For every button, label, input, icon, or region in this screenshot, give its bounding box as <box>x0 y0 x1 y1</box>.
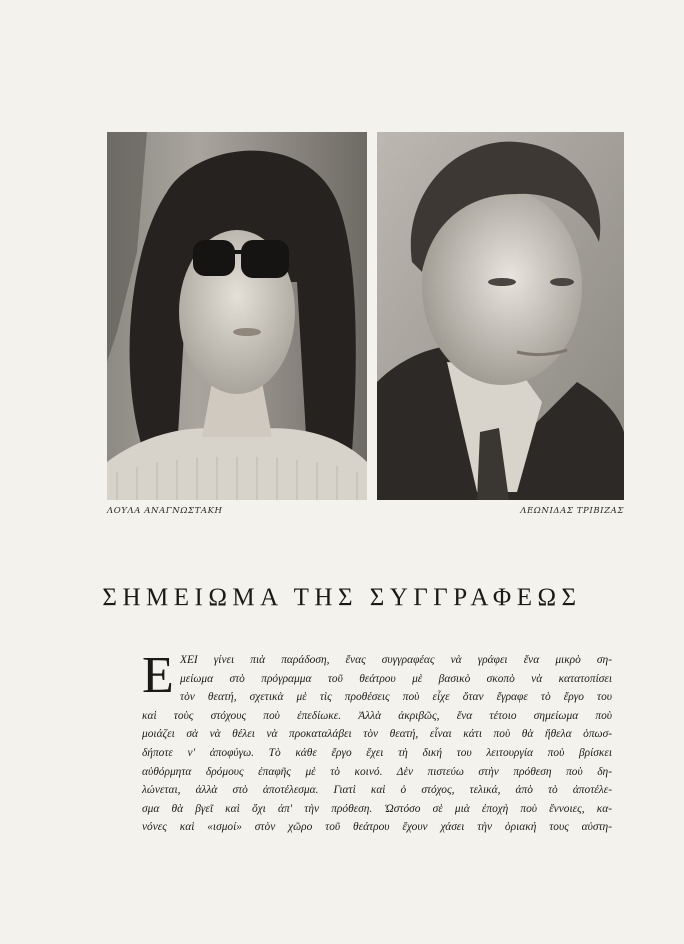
portrait-photo-right <box>377 132 624 500</box>
text-line: σμα θὰ βγεῖ καὶ ὄχι ἀπ' τὴν πρόθεση. Ὡστόσο σὲ μιὰ ἐποχὴ ποὺ ἔννοιες, κα- <box>142 802 612 815</box>
text-line: αὐθόρμητα δρόμους ἐπαφῆς μὲ τὸ κοινό. Δὲν πιστεύω στὴν πρόθεση ποὺ δη- <box>142 765 612 778</box>
text-line: καὶ τοὺς στόχους ποὺ ἐπεδίωκε. Ἀλλὰ ἀκριβῶς, ἕνα τέτοιο σημείωμα ποὺ <box>142 709 612 722</box>
text-line: τὸν θεατή, σχετικὰ μὲ τὶς προθέσεις ποὺ εἶχε ὅταν ἔγραφε τὸ ἔργο του <box>180 691 612 704</box>
portrait-photo-left <box>107 132 367 500</box>
page-title: ΣΗΜΕΙΩΜΑ ΤΗΣ ΣΥΓΓΡΑΦΕΩΣ <box>102 584 582 611</box>
text-line: δήποτε ν' ἀποφύγω. Τὸ κάθε ἔργο ἔχει τὴ δική του λειτουργία ποὺ βρίσκει <box>142 746 612 759</box>
drop-cap: Ε <box>142 647 174 704</box>
text-line: λώνεται, ἀλλὰ στὸ ἀποτέλεσμα. Γιατὶ καὶ ὁ στόχος, τελικά, ἀπὸ τὸ ἀποτέλε- <box>142 784 612 797</box>
text-line: μείωμα στὸ πρόγραμμα τοῦ θεάτρου μὲ βασικὸ σκοπὸ νὰ κατατοπίσει <box>180 672 612 685</box>
text-line: νόνες καὶ «ισμοί» στὸν χῶρο τοῦ θεάτρου ἔχουν χάσει τὴν ὁριακή τους αὐστη- <box>142 821 612 834</box>
text-line: ΧΕΙ γίνει πιὰ παράδοση, ἕνας συγγραφέας νὰ γράφει ἕνα μικρὸ ση- <box>180 654 612 666</box>
photo-caption-right: ΛΕΩΝΙΔΑΣ ΤΡΙΒΙΖΑΣ <box>520 506 624 516</box>
body-paragraph <box>142 647 612 837</box>
text-line: μοιάζει σὰ νὰ θέλει νὰ προκαταλάβει τὸν θεατή, εἶναι κάτι ποὺ θὰ ἤθελα ὁπωσ- <box>142 728 612 741</box>
photo-caption-left: ΛΟΥΛΑ ΑΝΑΓΝΩΣΤΑΚΗ <box>107 506 223 516</box>
